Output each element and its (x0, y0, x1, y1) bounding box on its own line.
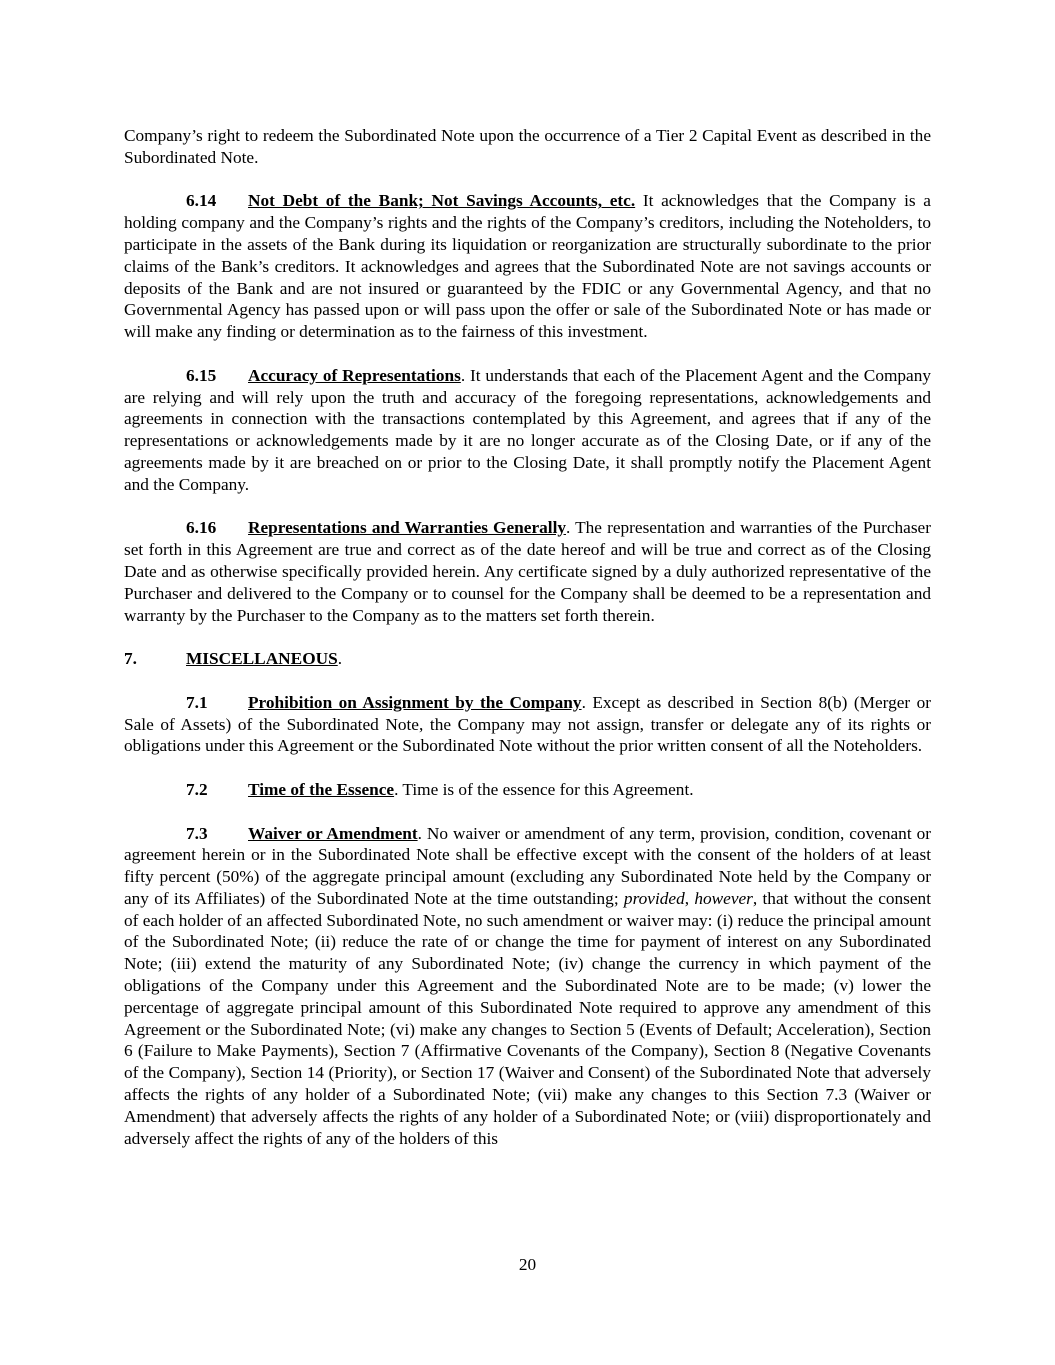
section-body-part-a: . No waiver or amendment of any term, provision, condition, covenant or agreement herein or in the Subordinated Note shall be effective except with the consent of the holders of at least fifty percent (50%) of the aggregate principal amount (excluding any Subordinated Note held by the Company or any of its Affiliates) of the Subordinated Note at the time outstanding; (124, 823, 931, 908)
section-heading: MISCELLANEOUS (186, 649, 338, 669)
section-body: . It understands that each of the Placement Agent and the Company are relying and will rely upon the truth and accuracy of the foregoing representations, acknowledgements and agreements in connection with the transactions contemplated by this Agreement, and agrees that if any of the representations or acknowledgements made by it are no longer accurate as of the Closing Date, or if any of the agreements made by it are breached on or prior to the Closing Date, it shall promptly notify the Placement Agent and the Company. (124, 365, 931, 494)
section-heading: Waiver or Amendment (248, 823, 418, 843)
section-7-2 (124, 779, 931, 801)
section-body: It acknowledges that the Company is a holding company and the Company’s rights and the rights of the Company’s creditors, including the Noteholders, to participate in the assets of the Bank during its liquidation or reorganization are structurally subordinate to the prior claims of the Bank’s creditors. It acknowledges and agrees that the Subordinated Note are not savings accounts or deposits of the Bank and are not insured or guaranteed by the FDIC or any Governmental Agency, and that no Governmental Agency has passed upon or will pass upon the offer or sale of the Subordinated Note or has made or will make any finding or determination as to the fairness of this investment. (124, 191, 931, 342)
section-body: . Except as described in Section 8(b) (Merger or Sale of Assets) of the Subordinated Note, the Company may not assign, transfer or delegate any of its rights or obligations under this Agreement or the Subordinated Note without the prior written consent of all the Noteholders. (124, 692, 931, 756)
section-body: . The representation and warranties of the Purchaser set forth in this Agreement are true and correct as of the date hereof and will be true and correct as of the Closing Date and as otherwise specifically provided herein. Any certificate signed by a duly authorized representative of the Purchaser and delivered to the Company or to counsel for the Company shall be deemed to be a representation and warranty by the Purchaser to the Company as to the matters set forth therein. (124, 518, 931, 625)
section-body-part-b: , that without the consent of each holder of an affected Subordinated Note, no such amendment or waiver may: (i) reduce the principal amount of the Subordinated Note; (ii) reduce the rate of or change the time for payment of interest on any Subordinated Note; (iii) extend the maturity of any Subordinated Note; (iv) change the currency in which payment of the obligations of the Company under this Agreement and the Subordinated Note are to be made; (v) lower the percentage of aggregate principal amount of this Subordinated Note required to approve any amendment of this Agreement or the Subordinated Note; (vi) make any changes to Section 5 (Events of Default; Acceleration), Section 6 (Failure to Make Payments), Section 7 (Affirmative Covenants of the Company), Section 8 (Negative Covenants of the Company), Section 14 (Priority), or Section 17 (Waiver and Consent) of the Subordinated Note that adversely affects the rights of any holder of a Subordinated Note; (vii) make any changes to this Section 7.3 (Waiver or Amendment) that adversely affects the rights of any holder of a Subordinated Note; or (viii) disproportionately and adversely affect the rights of any of the holders of this (124, 888, 931, 1148)
section-7-heading (124, 648, 931, 670)
section-heading: Not Debt of the Bank; Not Savings Accounts, etc. (248, 191, 636, 211)
section-body: . Time is of the essence for this Agreement. (394, 779, 694, 799)
continuation-paragraph (124, 125, 931, 169)
section-heading: Accuracy of Representations (248, 365, 461, 385)
section-6-16 (124, 517, 931, 626)
section-number: 6.14 (186, 191, 217, 211)
section-heading-tail: . (337, 649, 343, 669)
page-number: 20 (518, 1255, 537, 1274)
section-heading: Time of the Essence (248, 779, 395, 799)
document-page (124, 125, 931, 1171)
section-6-14 (124, 190, 931, 343)
section-6-15 (124, 365, 931, 496)
section-number: 7.1 (186, 692, 208, 712)
section-number: 7. (124, 649, 137, 669)
section-7-3 (124, 823, 931, 1150)
italic-provided: provided (623, 888, 685, 908)
paragraph-text: Company’s right to redeem the Subordinated Note upon the occurrence of a Tier 2 Capital Event as described in the Subordinated Note. (124, 126, 931, 167)
section-number: 6.15 (186, 365, 217, 385)
section-number: 7.3 (186, 823, 208, 843)
section-number: 6.16 (186, 518, 217, 538)
italic-however: however (694, 888, 753, 908)
section-heading: Representations and Warranties Generally (248, 518, 567, 538)
comma: , (684, 888, 695, 908)
section-heading: Prohibition on Assignment by the Company (248, 692, 582, 712)
section-number: 7.2 (186, 779, 208, 799)
section-7-1 (124, 692, 931, 757)
